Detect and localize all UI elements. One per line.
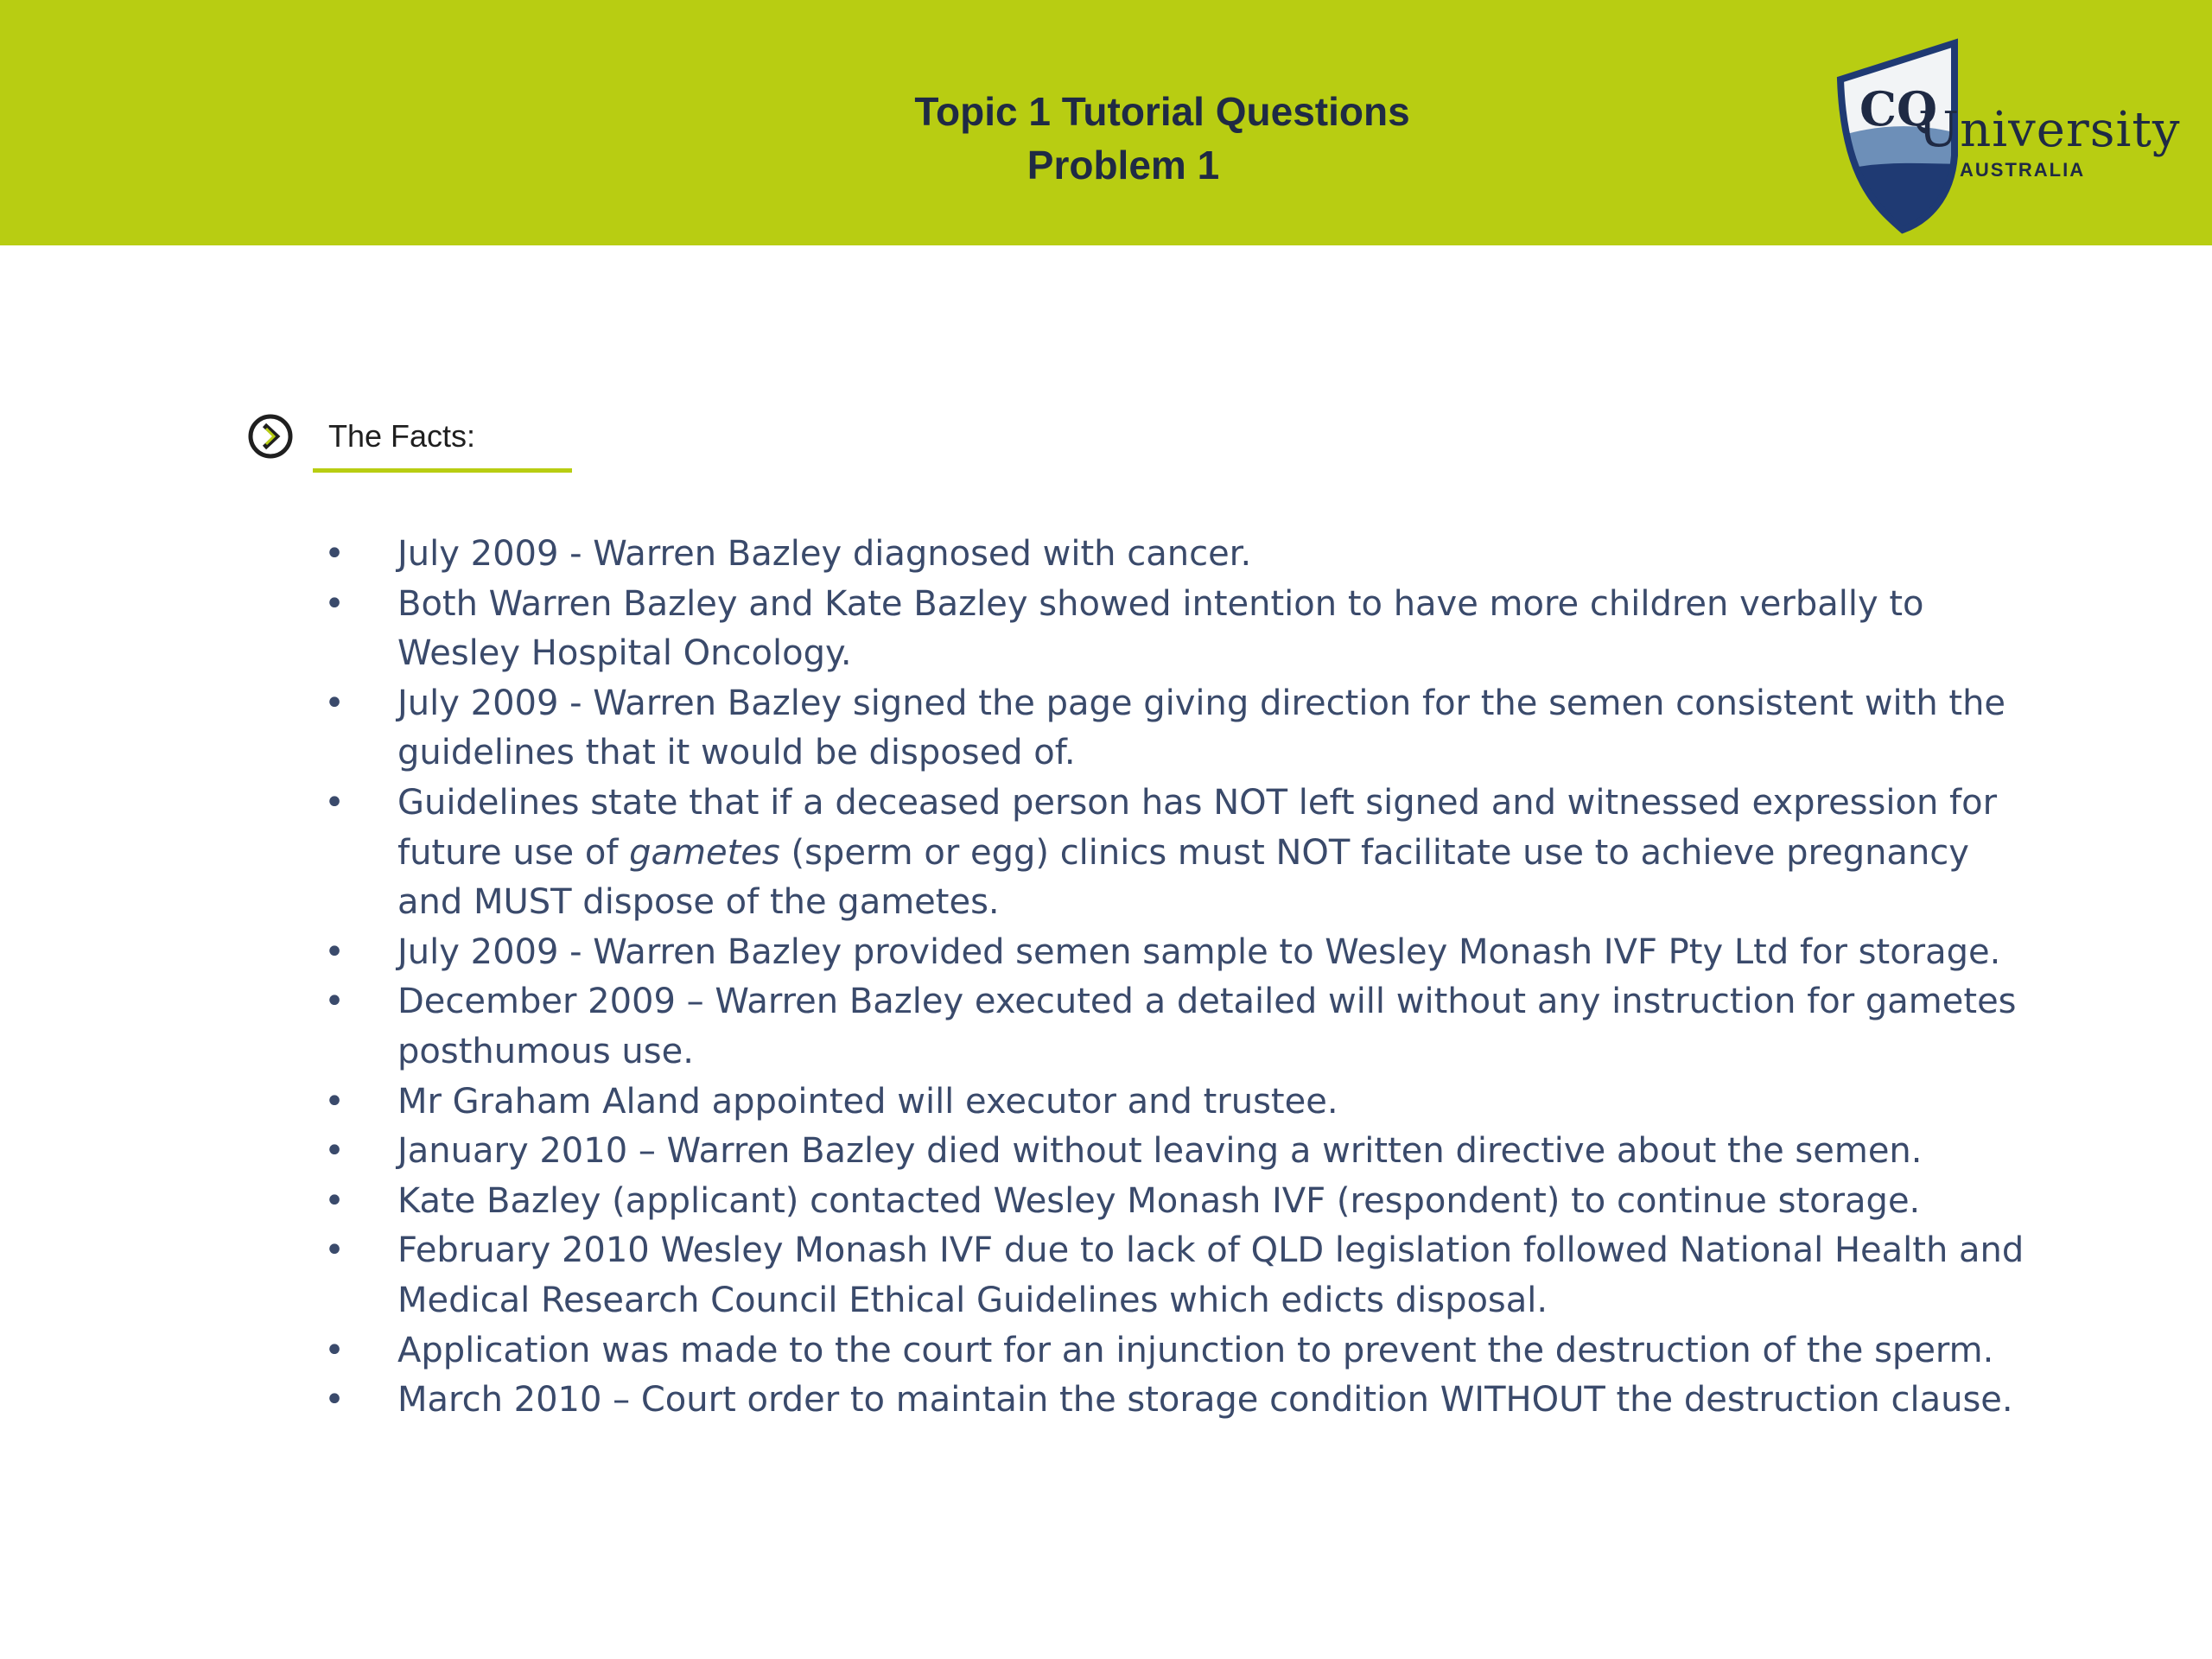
- list-item: [321, 580, 2032, 679]
- list-item: [321, 779, 2032, 928]
- list-item: [321, 679, 2032, 779]
- list-item: [321, 530, 2032, 580]
- bullet: •: [324, 1180, 345, 1221]
- title-line-1: Topic 1 Tutorial Questions: [914, 89, 1410, 134]
- bullet: •: [324, 534, 345, 574]
- list-item-text: July 2009 - Warren Bazley diagnosed with cancer.: [397, 534, 1252, 574]
- bullet: •: [324, 982, 345, 1022]
- list-item: [321, 928, 2032, 978]
- bullet: •: [324, 931, 345, 972]
- bullet: •: [324, 782, 345, 823]
- bullet: •: [324, 1330, 345, 1370]
- list-item: [321, 1077, 2032, 1128]
- list-item-text: February 2010 Wesley Monash IVF due to lack of QLD legislation followed National Health and Medical Research Council Ethical Guidelines which edicts disposal.: [397, 1230, 2024, 1320]
- logo-cq-text: CQ: [1859, 81, 1938, 137]
- logo-university-text: University: [1918, 102, 2181, 158]
- facts-list: [321, 530, 2032, 1426]
- list-item-text: January 2010 – Warren Bazley died without leaving a written directive about the semen.: [397, 1131, 1923, 1172]
- list-item-text: March 2010 – Court order to maintain the storage condition WITHOUT the destruction clause.: [397, 1380, 2013, 1421]
- list-item-text: July 2009 - Warren Bazley provided semen sample to Wesley Monash IVF Pty Ltd for storage.: [397, 931, 2001, 972]
- list-item-text: Application was made to the court for an injunction to prevent the destruction of the sperm.: [397, 1330, 1994, 1370]
- cqu-logo: [1832, 35, 2181, 242]
- title-line-2: Problem 1: [1027, 143, 1220, 188]
- bullet: •: [324, 1230, 345, 1271]
- slide-title: [864, 85, 1417, 192]
- bullet: •: [324, 1131, 345, 1172]
- list-item-text: July 2009 - Warren Bazley signed the page giving direction for the semen consistent with the guidelines that it would be disposed of.: [397, 683, 2006, 773]
- list-item-text: Kate Bazley (applicant) contacted Wesley Monash IVF (respondent) to continue storage.: [397, 1180, 1921, 1221]
- logo-australia-text: AUSTRALIA: [1960, 159, 2086, 181]
- list-item-text-emphasis: gametes: [629, 832, 780, 873]
- list-item: [321, 1376, 2032, 1426]
- bullet: •: [324, 1380, 345, 1421]
- list-item-text: Mr Graham Aland appointed will executor and trustee.: [397, 1081, 1338, 1122]
- list-item-text-post: (sperm or egg) clinics must NOT facilitate use to achieve pregnancy and MUST dispose of the gametes.: [397, 832, 1969, 923]
- list-item: [321, 1127, 2032, 1177]
- header-bar: [0, 0, 2212, 245]
- circle-chevron-right-icon: [247, 413, 294, 460]
- list-item-text: December 2009 – Warren Bazley executed a detailed will without any instruction for gametes posthumous use.: [397, 982, 2017, 1071]
- list-item: [321, 1326, 2032, 1376]
- list-item: [321, 977, 2032, 1077]
- list-item: [321, 1177, 2032, 1227]
- bullet: •: [324, 1081, 345, 1122]
- list-item-text: Both Warren Bazley and Kate Bazley showed intention to have more children verbally to Wesley Hospital Oncology.: [397, 583, 1924, 674]
- bullet: •: [324, 683, 345, 723]
- section-label: The Facts:: [328, 418, 476, 454]
- list-item-text-pre: Guidelines state that if a deceased person has NOT left signed and witnessed expression for future use of: [397, 782, 1998, 873]
- list-item: [321, 1226, 2032, 1325]
- section-underline: [313, 468, 572, 473]
- bullet: •: [324, 583, 345, 624]
